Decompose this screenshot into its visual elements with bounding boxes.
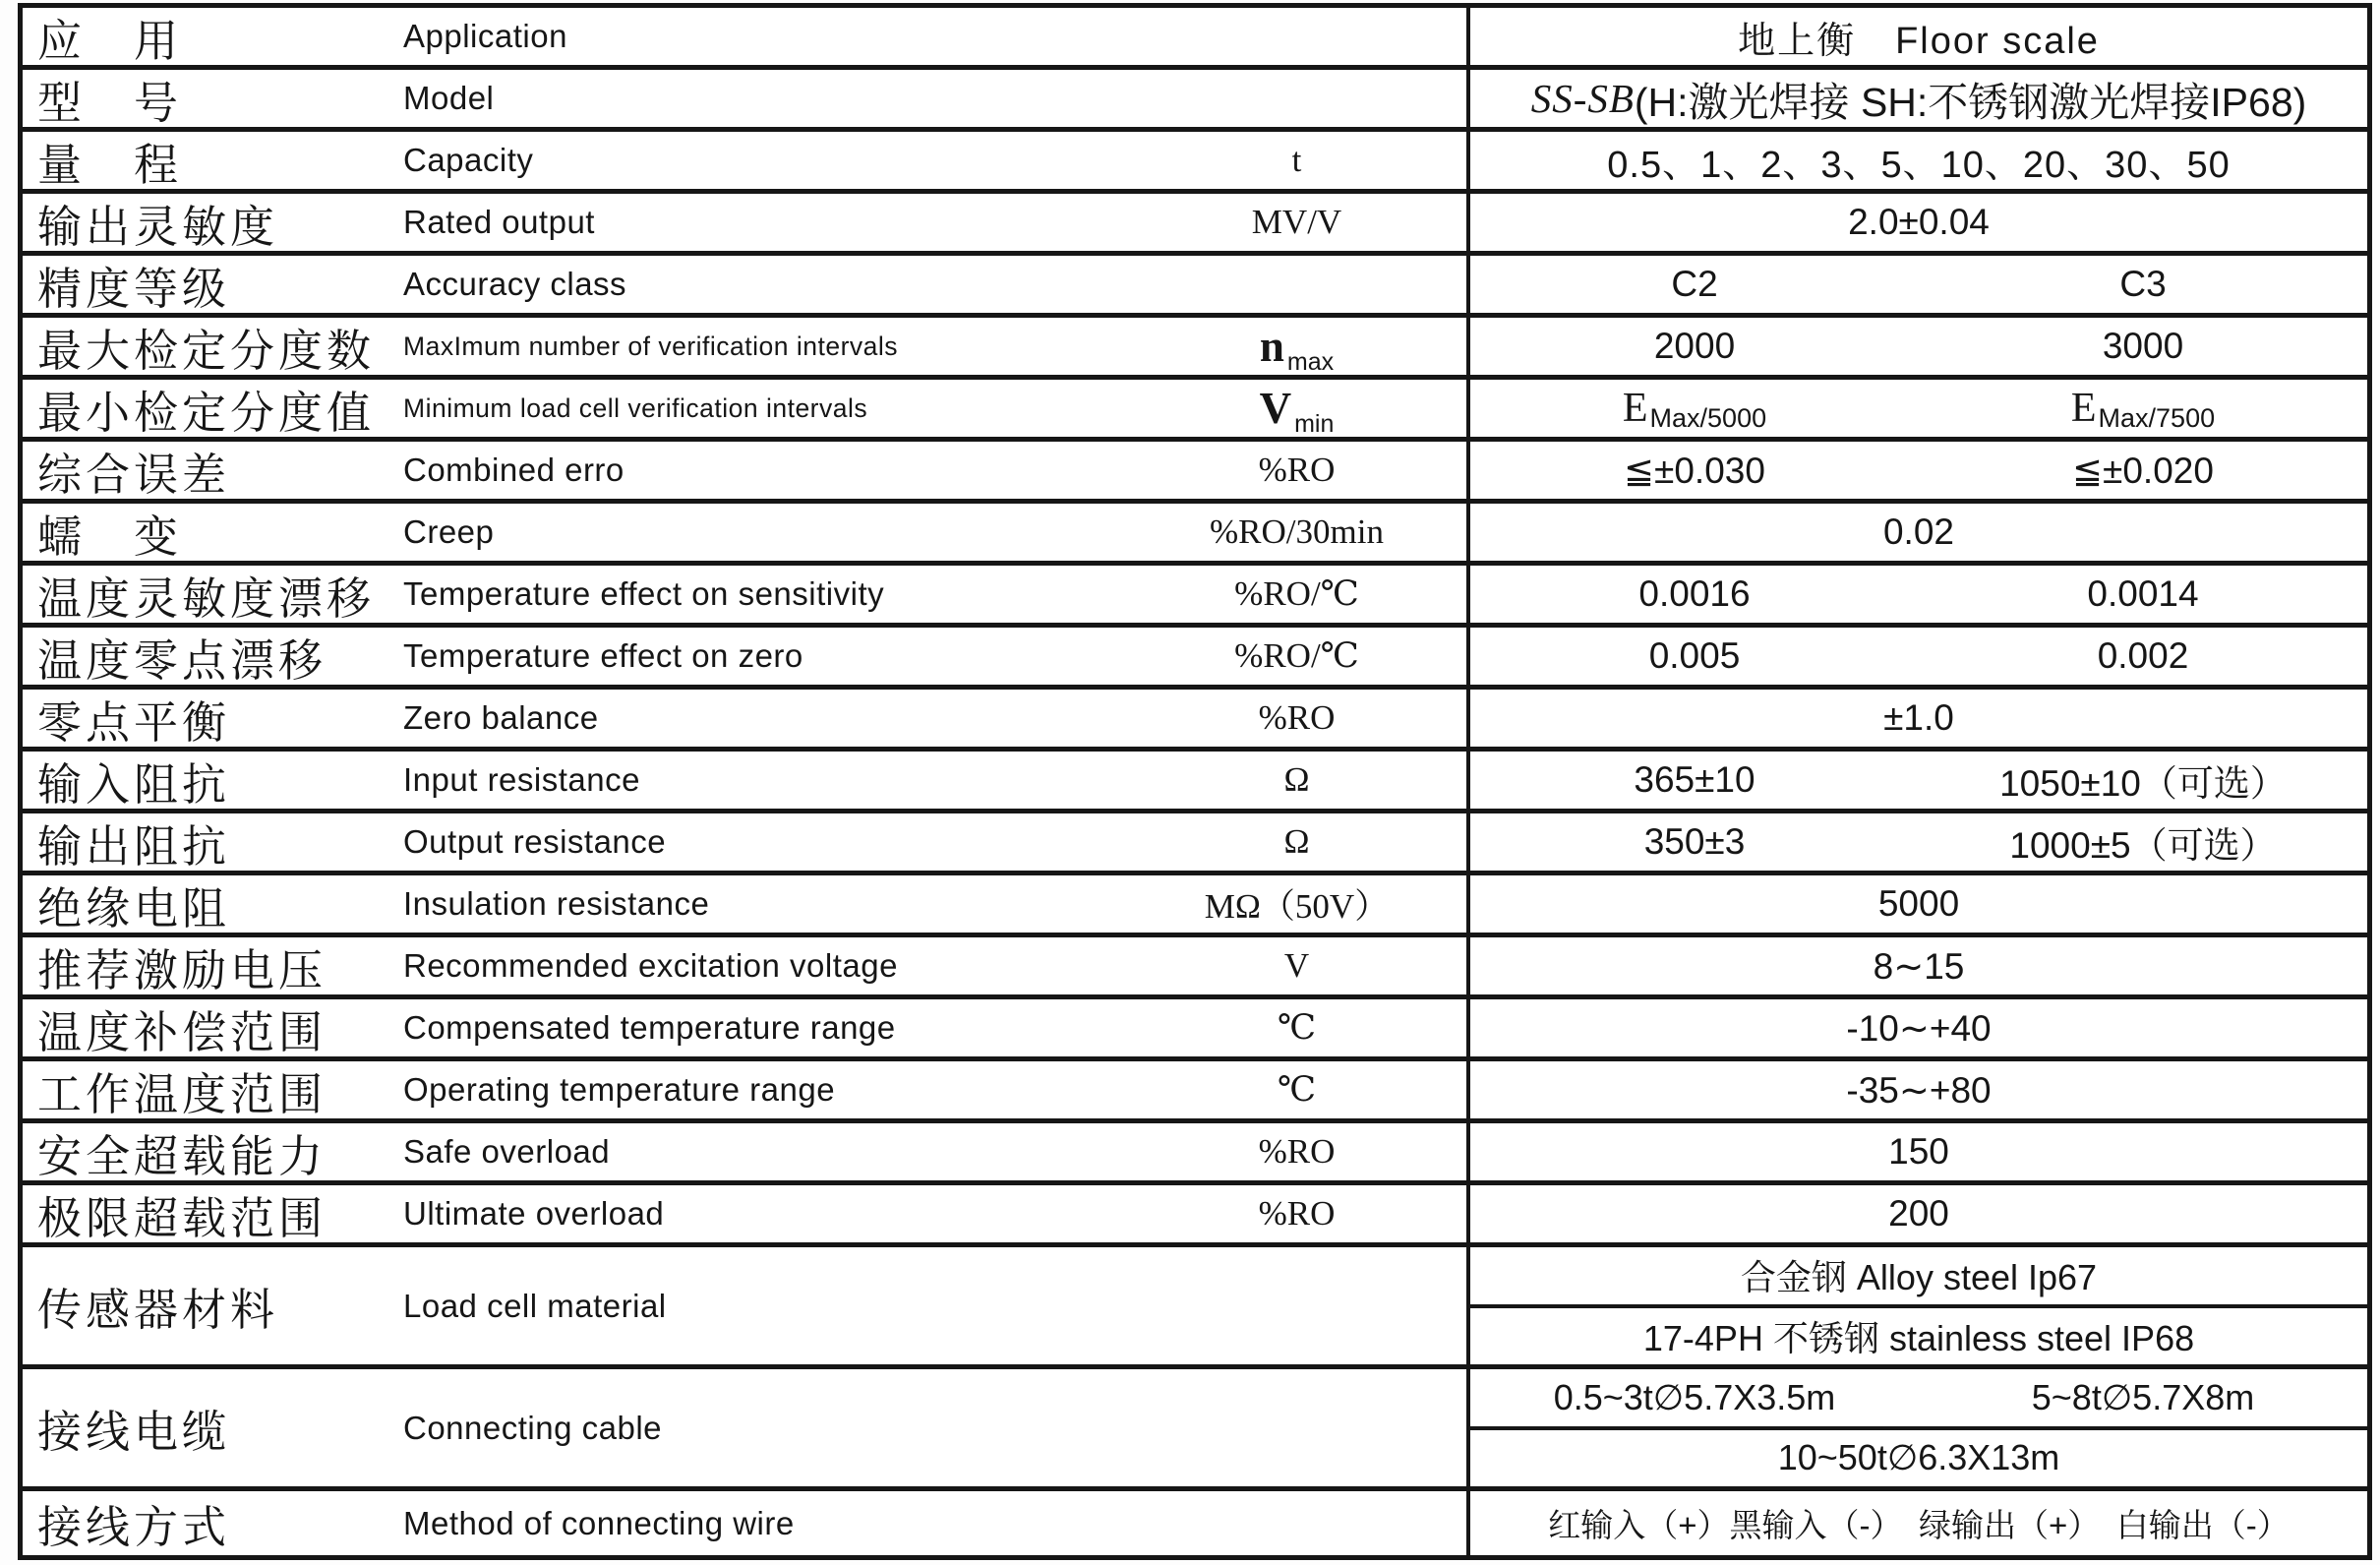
row-rated-output bbox=[23, 194, 2367, 256]
value-c3: ≦±0.020 bbox=[2072, 450, 2214, 491]
label-cell bbox=[23, 256, 1466, 313]
english-label: MaxImum number of verification intervals bbox=[403, 331, 899, 361]
cable-small-capacity bbox=[1470, 1369, 2367, 1426]
value-text: 合金钢 Alloy steel Ip67 bbox=[1740, 1257, 2098, 1298]
unit-label: MV/V bbox=[1251, 203, 1342, 241]
row-wiring-method bbox=[23, 1491, 2367, 1555]
value-c2: ≦±0.030 bbox=[1624, 450, 1765, 491]
label-cell bbox=[23, 132, 1466, 189]
row-safe-overload bbox=[23, 1123, 2367, 1185]
label-cell bbox=[23, 937, 1466, 994]
english-label: Application bbox=[403, 18, 567, 54]
english-label: Minimum load cell verification intervals bbox=[403, 392, 868, 423]
value-cell bbox=[1466, 442, 2367, 499]
chinese-label: 工作温度范围 bbox=[37, 1069, 327, 1118]
chinese-label: 应 用 bbox=[37, 16, 183, 65]
row-creep bbox=[23, 504, 2367, 566]
value-cell bbox=[1466, 1185, 2367, 1242]
value-cell bbox=[1466, 1061, 2367, 1118]
row-model bbox=[23, 70, 2367, 132]
unit-subscript: max bbox=[1286, 348, 1335, 375]
value-text: -35∼+80 bbox=[1846, 1069, 1992, 1111]
chinese-label: 型 号 bbox=[37, 78, 183, 127]
unit-symbol: n bbox=[1259, 322, 1284, 371]
unit-label: ℃ bbox=[1277, 1070, 1317, 1109]
value-cell bbox=[1466, 1491, 2367, 1555]
english-label: Temperature effect on sensitivity bbox=[403, 575, 885, 612]
row-compensated-temp-range bbox=[23, 999, 2367, 1061]
unit-symbol: V bbox=[1259, 384, 1292, 433]
chinese-label: 量 程 bbox=[37, 140, 183, 189]
chinese-label: 零点平衡 bbox=[37, 697, 231, 747]
row-load-cell-material bbox=[23, 1247, 2367, 1369]
chinese-label: 接线方式 bbox=[37, 1503, 231, 1552]
english-label: Model bbox=[403, 80, 495, 116]
label-cell bbox=[23, 1061, 1466, 1118]
value-text: 10~50t∅6.3X13m bbox=[1777, 1437, 2060, 1478]
value-text: 地上衡 Floor scale bbox=[1738, 20, 2100, 62]
value-cell bbox=[1466, 875, 2367, 933]
label-cell bbox=[23, 1247, 1466, 1364]
english-label: Insulation resistance bbox=[403, 885, 710, 922]
chinese-label: 温度补偿范围 bbox=[37, 1007, 327, 1056]
value-optional: 1000±5（可选） bbox=[2009, 825, 2277, 866]
unit-label: Ω bbox=[1283, 822, 1310, 861]
value-c2: 0.005 bbox=[1648, 635, 1741, 676]
value-text: 5000 bbox=[1877, 883, 1960, 924]
emax-symbol: E bbox=[2070, 386, 2097, 431]
english-label: Load cell material bbox=[403, 1287, 667, 1324]
label-cell bbox=[23, 194, 1466, 251]
english-label: Creep bbox=[403, 513, 495, 550]
label-cell bbox=[23, 1185, 1466, 1242]
value-c3: 0.002 bbox=[2097, 635, 2189, 676]
english-label: Method of connecting wire bbox=[403, 1504, 795, 1541]
emax-subscript: Max/5000 bbox=[1649, 403, 1767, 433]
chinese-label: 综合误差 bbox=[37, 450, 231, 499]
value-text: 0.5、1、2、3、5、10、20、30、50 bbox=[1607, 144, 2231, 186]
spec-table bbox=[18, 3, 2372, 1560]
label-cell bbox=[23, 1491, 1466, 1555]
english-label: Combined erro bbox=[403, 451, 625, 488]
value-text: 0.02 bbox=[1882, 512, 1954, 552]
unit-label: V bbox=[1283, 946, 1310, 985]
row-operating-temp-range bbox=[23, 1061, 2367, 1123]
chinese-label: 精度等级 bbox=[37, 264, 231, 313]
row-min-verification-intervals bbox=[23, 380, 2367, 442]
row-capacity bbox=[23, 132, 2367, 194]
row-output-resistance bbox=[23, 813, 2367, 875]
row-insulation-resistance bbox=[23, 875, 2367, 937]
row-max-verification-intervals bbox=[23, 318, 2367, 380]
value-c2: 0.0016 bbox=[1638, 573, 1751, 614]
english-label: Compensated temperature range bbox=[403, 1009, 896, 1046]
label-cell bbox=[23, 318, 1466, 375]
value-standard: 350±3 bbox=[1643, 821, 1746, 862]
value-text: 2.0±0.04 bbox=[1848, 202, 1990, 242]
unit-label: %RO bbox=[1258, 451, 1336, 489]
chinese-label: 最小检定分度值 bbox=[37, 388, 376, 437]
label-cell bbox=[23, 8, 1466, 65]
value-c2: C2 bbox=[1671, 264, 1718, 304]
value-text: 8∼15 bbox=[1873, 945, 1965, 987]
row-combined-error bbox=[23, 442, 2367, 504]
label-cell bbox=[23, 380, 1466, 437]
chinese-label: 输出灵敏度 bbox=[37, 202, 279, 251]
chinese-label: 安全超载能力 bbox=[37, 1131, 327, 1180]
label-cell bbox=[23, 813, 1466, 871]
value-c2: 2000 bbox=[1653, 326, 1736, 366]
english-label: Zero balance bbox=[403, 699, 599, 736]
chinese-label: 蠕 变 bbox=[37, 512, 183, 561]
label-cell bbox=[23, 875, 1466, 933]
chinese-label: 温度零点漂移 bbox=[37, 635, 327, 685]
label-cell bbox=[23, 752, 1466, 809]
label-cell bbox=[23, 628, 1466, 685]
english-label: Input resistance bbox=[403, 761, 640, 798]
row-zero-balance bbox=[23, 690, 2367, 752]
english-label: Temperature effect on zero bbox=[403, 637, 803, 674]
english-label: Recommended excitation voltage bbox=[403, 947, 898, 984]
unit-label: %RO/℃ bbox=[1234, 574, 1359, 613]
english-label: Rated output bbox=[403, 204, 595, 240]
chinese-label: 传感器材料 bbox=[37, 1286, 279, 1335]
chinese-label: 输入阻抗 bbox=[37, 759, 231, 809]
value-cell bbox=[1466, 566, 2367, 623]
label-cell bbox=[23, 999, 1466, 1056]
value-text: 200 bbox=[1888, 1193, 1949, 1234]
value-cell bbox=[1466, 937, 2367, 994]
material-alloy-steel bbox=[1470, 1247, 2367, 1304]
unit-label: ℃ bbox=[1277, 1008, 1317, 1047]
row-excitation-voltage bbox=[23, 937, 2367, 999]
label-cell bbox=[23, 690, 1466, 747]
english-label: Operating temperature range bbox=[403, 1071, 836, 1108]
row-temp-effect-zero bbox=[23, 628, 2367, 690]
label-cell bbox=[23, 1123, 1466, 1180]
value-c3: 0.0014 bbox=[2087, 573, 2199, 614]
unit-label: %RO/℃ bbox=[1234, 636, 1359, 675]
value-cell bbox=[1466, 813, 2367, 871]
value-cell bbox=[1466, 256, 2367, 313]
material-stainless-steel bbox=[1470, 1304, 2367, 1365]
row-application bbox=[23, 8, 2367, 70]
value-cell bbox=[1466, 999, 2367, 1056]
chinese-label: 最大检定分度数 bbox=[37, 326, 376, 375]
model-description: (H:激光焊接 SH:不锈钢激光焊接IP68) bbox=[1634, 79, 2307, 125]
chinese-label: 极限超载范围 bbox=[37, 1193, 327, 1242]
unit-subscript: min bbox=[1294, 410, 1335, 437]
value-c3: 3000 bbox=[2102, 326, 2184, 366]
english-label: Connecting cable bbox=[403, 1409, 663, 1446]
value-text: 17-4PH 不锈钢 stainless steel IP68 bbox=[1642, 1317, 2195, 1358]
english-label: Ultimate overload bbox=[403, 1195, 665, 1232]
value-cell bbox=[1466, 380, 2367, 437]
chinese-label: 推荐激励电压 bbox=[37, 945, 327, 994]
value-cell bbox=[1466, 132, 2367, 189]
value-cell bbox=[1466, 318, 2367, 375]
unit-label: %RO bbox=[1258, 1194, 1336, 1233]
english-label: Capacity bbox=[403, 142, 534, 178]
value-c2 bbox=[1470, 385, 1919, 432]
label-cell bbox=[23, 504, 1466, 561]
cable-large-capacity bbox=[1470, 1426, 2367, 1487]
model-code: SS-SB bbox=[1530, 76, 1635, 121]
unit-label bbox=[1127, 321, 1466, 375]
row-ultimate-overload bbox=[23, 1185, 2367, 1247]
row-connecting-cable bbox=[23, 1369, 2367, 1491]
value-c3 bbox=[1919, 385, 2367, 432]
value-text: 红输入（+）黑输入（-） 绿输出（+） 白输出（-） bbox=[1548, 1507, 2290, 1543]
chinese-label: 接线电缆 bbox=[37, 1408, 231, 1457]
chinese-label: 绝缘电阻 bbox=[37, 883, 231, 933]
value-cell bbox=[1466, 1369, 2367, 1486]
value-cell bbox=[1466, 1247, 2367, 1364]
label-cell bbox=[23, 70, 1466, 127]
value-c3: C3 bbox=[2119, 264, 2167, 304]
label-cell bbox=[23, 1369, 1466, 1486]
value-cell bbox=[1466, 504, 2367, 561]
unit-label: %RO bbox=[1258, 1132, 1336, 1171]
value-cell bbox=[1466, 628, 2367, 685]
english-label: Output resistance bbox=[403, 823, 667, 860]
unit-label: %RO/30min bbox=[1210, 512, 1384, 551]
value-cell bbox=[1466, 70, 2367, 127]
label-cell bbox=[23, 442, 1466, 499]
value-cell bbox=[1466, 194, 2367, 251]
cable-spec-left: 0.5~3t∅5.7X3.5m bbox=[1553, 1376, 1836, 1417]
emax-subscript: Max/7500 bbox=[2098, 403, 2216, 433]
english-label: Safe overload bbox=[403, 1133, 611, 1170]
cable-spec-right: 5~8t∅5.7X8m bbox=[2031, 1376, 2255, 1417]
value-optional: 1050±10（可选） bbox=[1999, 763, 2287, 804]
value-text: 150 bbox=[1888, 1131, 1949, 1172]
chinese-label: 温度灵敏度漂移 bbox=[37, 573, 376, 623]
value-text: ±1.0 bbox=[1883, 697, 1954, 738]
value-cell bbox=[1466, 690, 2367, 747]
value-standard: 365±10 bbox=[1634, 759, 1755, 800]
label-cell bbox=[23, 566, 1466, 623]
unit-label: t bbox=[1291, 141, 1302, 179]
row-temp-effect-sensitivity bbox=[23, 566, 2367, 628]
value-cell bbox=[1466, 752, 2367, 809]
unit-label: %RO bbox=[1258, 698, 1336, 737]
row-accuracy-class bbox=[23, 256, 2367, 318]
unit-label: Ω bbox=[1283, 760, 1310, 799]
row-input-resistance bbox=[23, 752, 2367, 813]
emax-symbol: E bbox=[1622, 386, 1648, 431]
value-text: -10∼+40 bbox=[1846, 1007, 1992, 1049]
unit-label bbox=[1127, 383, 1466, 437]
english-label: Accuracy class bbox=[403, 266, 627, 302]
chinese-label: 输出阻抗 bbox=[37, 821, 231, 871]
value-cell bbox=[1466, 8, 2367, 65]
unit-label: MΩ（50V） bbox=[1204, 887, 1390, 926]
value-cell bbox=[1466, 1123, 2367, 1180]
